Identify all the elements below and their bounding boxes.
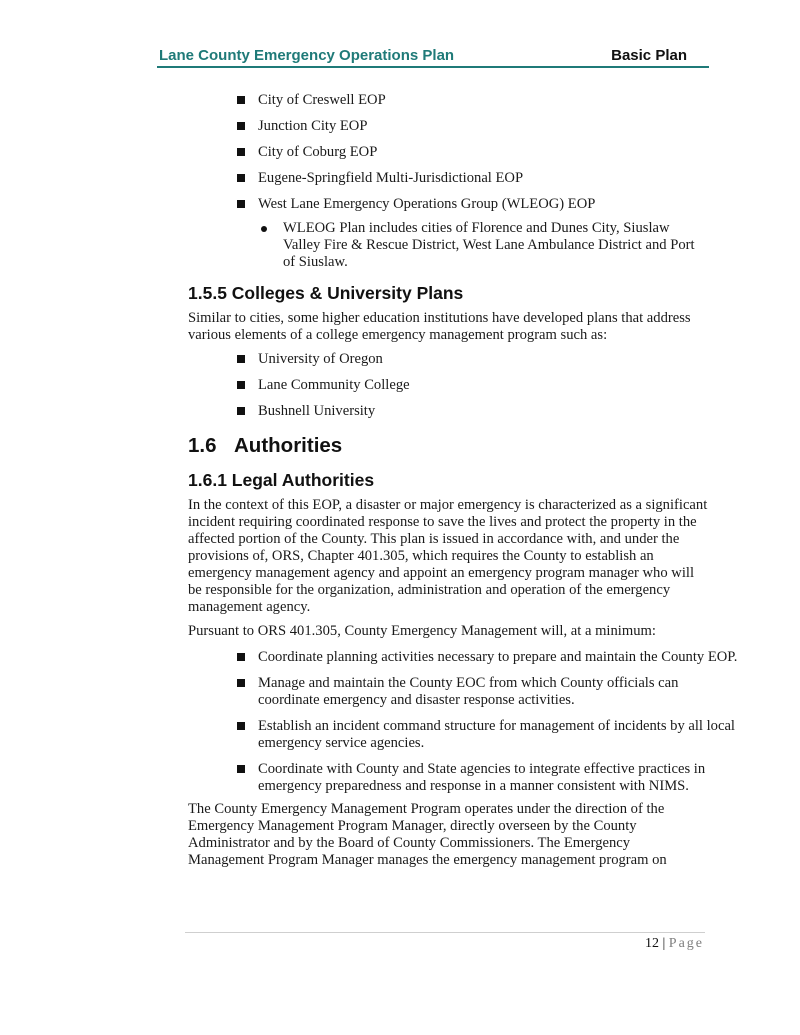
footer-separator: | xyxy=(662,936,666,951)
list-item: Coordinate planning activities necessary to prepare and maintain the County EOP. xyxy=(188,649,743,666)
legal-authorities-paragraph: In the context of this EOP, a disaster or major emergency is characterized as a significant incident requiring coordinated response to save the lives and protect the property in the affected portion of the County. This plan is issued in accordance with, and under the provisions of, ORS, Chapter 401.305, which requires the County to establish an emergency management agency and appoint an emergency program manager who will be responsible for the organization, administration and operation of the emergency management agency. xyxy=(188,497,708,615)
wleog-note: WLEOG Plan includes cities of Florence and Dunes City, Siuslaw Valley Fire & Rescue District, West Lane Ambulance District and Port of Siuslaw. xyxy=(188,220,701,271)
page-footer xyxy=(645,936,704,952)
heading-1-6-1: 1.6.1 Legal Authorities xyxy=(188,470,375,490)
footer-divider xyxy=(185,932,705,933)
page-number: 12 xyxy=(644,936,659,951)
document-title: Lane County Emergency Operations Plan xyxy=(159,47,455,64)
list-item: Coordinate with County and State agencies to integrate effective practices in emergency preparedness and response in a manner consistent with NIMS. xyxy=(188,761,743,795)
list-item: City of Coburg EOP xyxy=(188,144,743,161)
list-item: Junction City EOP xyxy=(188,118,743,135)
list-item: Bushnell University xyxy=(188,403,743,420)
heading-1-5-5: 1.5.5 Colleges & University Plans xyxy=(188,283,464,303)
list-item: Lane Community College xyxy=(188,377,743,394)
list-item: West Lane Emergency Operations Group (WLEOG) EOP xyxy=(188,196,743,213)
page-header xyxy=(157,46,709,68)
page-label: Page xyxy=(668,936,704,951)
list-item: Establish an incident command structure for management of incidents by all local emergency service agencies. xyxy=(188,718,743,752)
list-item: City of Creswell EOP xyxy=(188,92,743,109)
page-content xyxy=(188,92,748,876)
heading-1-6-number: 1.6 xyxy=(188,434,217,457)
heading-1-6-title: Authorities xyxy=(234,434,343,457)
section-title: Basic Plan xyxy=(611,47,687,64)
program-paragraph: The County Emergency Management Program operates under the direction of the Emergency Management Program Manager, directly overseen by the County Administrator and by the Board of County Commissioners. The Emergency Management Program Manager manages the emergency management program on xyxy=(188,801,667,868)
colleges-intro: Similar to cities, some higher education institutions have developed plans that address various elements of a college emergency management program such as: xyxy=(188,310,691,343)
list-item: University of Oregon xyxy=(188,351,743,368)
list-item: Manage and maintain the County EOC from which County officials can coordinate emergency and disaster response activities. xyxy=(188,675,743,709)
heading-1-6 xyxy=(188,434,748,458)
list-item: Eugene-Springfield Multi-Jurisdictional EOP xyxy=(188,170,743,187)
ors-intro-paragraph: Pursuant to ORS 401.305, County Emergency Management will, at a minimum: xyxy=(188,623,656,639)
